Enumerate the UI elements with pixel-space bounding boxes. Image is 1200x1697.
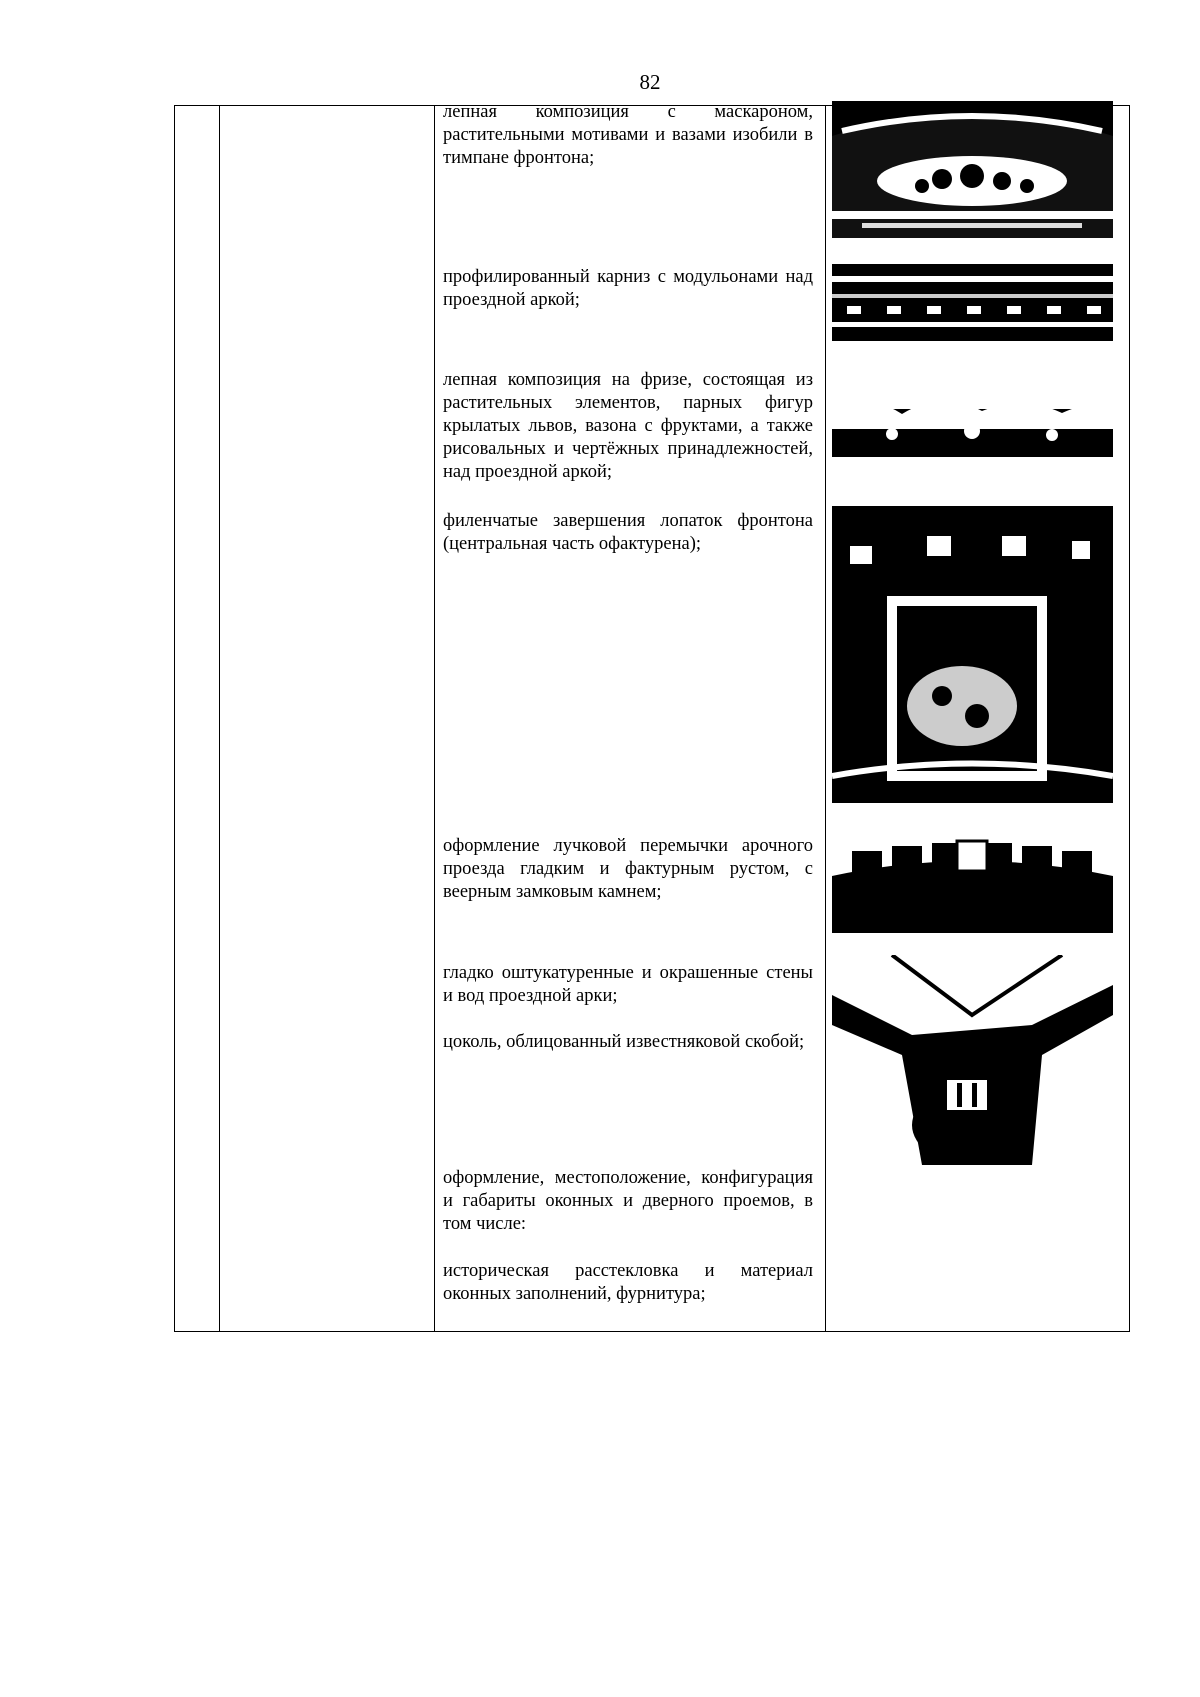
item-text: оформление лучковой перемычки арочного проезда гладким и фактурным рустом, с веерным замковым камнем; (443, 836, 813, 902)
tympanum-photo (832, 101, 1113, 238)
pilaster-photo (832, 506, 1113, 803)
column-divider (825, 106, 826, 1331)
item-text: цоколь, облицованный известняковой скобой; (443, 1032, 805, 1052)
item-text: филенчатые завершения лопаток фронтона (центральная часть офактурена); (443, 511, 813, 554)
item-text: лепная композиция на фризе, состоящая из растительных элементов, парных фигур крылатых львов, вазона с фруктами, а также рисовальных и чертёжных принадлежностей, над проездной аркой; (443, 370, 813, 482)
column-divider (219, 106, 220, 1331)
item-text: оформление, местоположение, конфигурация и габариты оконных и дверного проемов, в том числе: (443, 1168, 813, 1234)
column-divider (434, 106, 435, 1331)
item-text: лепная композиция с маскароном, растительными мотивами и вазами изобили в тимпане фронтона; (443, 102, 813, 168)
page-number: 82 (639, 70, 661, 94)
arch-lintel-photo (832, 831, 1113, 933)
frieze-photo (832, 389, 1113, 457)
cornice-photo (832, 264, 1113, 341)
item-text: историческая расстекловка и материал оконных заполнений, фурнитура; (443, 1261, 813, 1304)
item-text: гладко оштукатуренные и окрашенные стены и вод проездной арки; (443, 963, 813, 1006)
vault-photo (832, 955, 1113, 1165)
item-text: профилированный карниз с модульонами над проездной аркой; (443, 267, 813, 310)
